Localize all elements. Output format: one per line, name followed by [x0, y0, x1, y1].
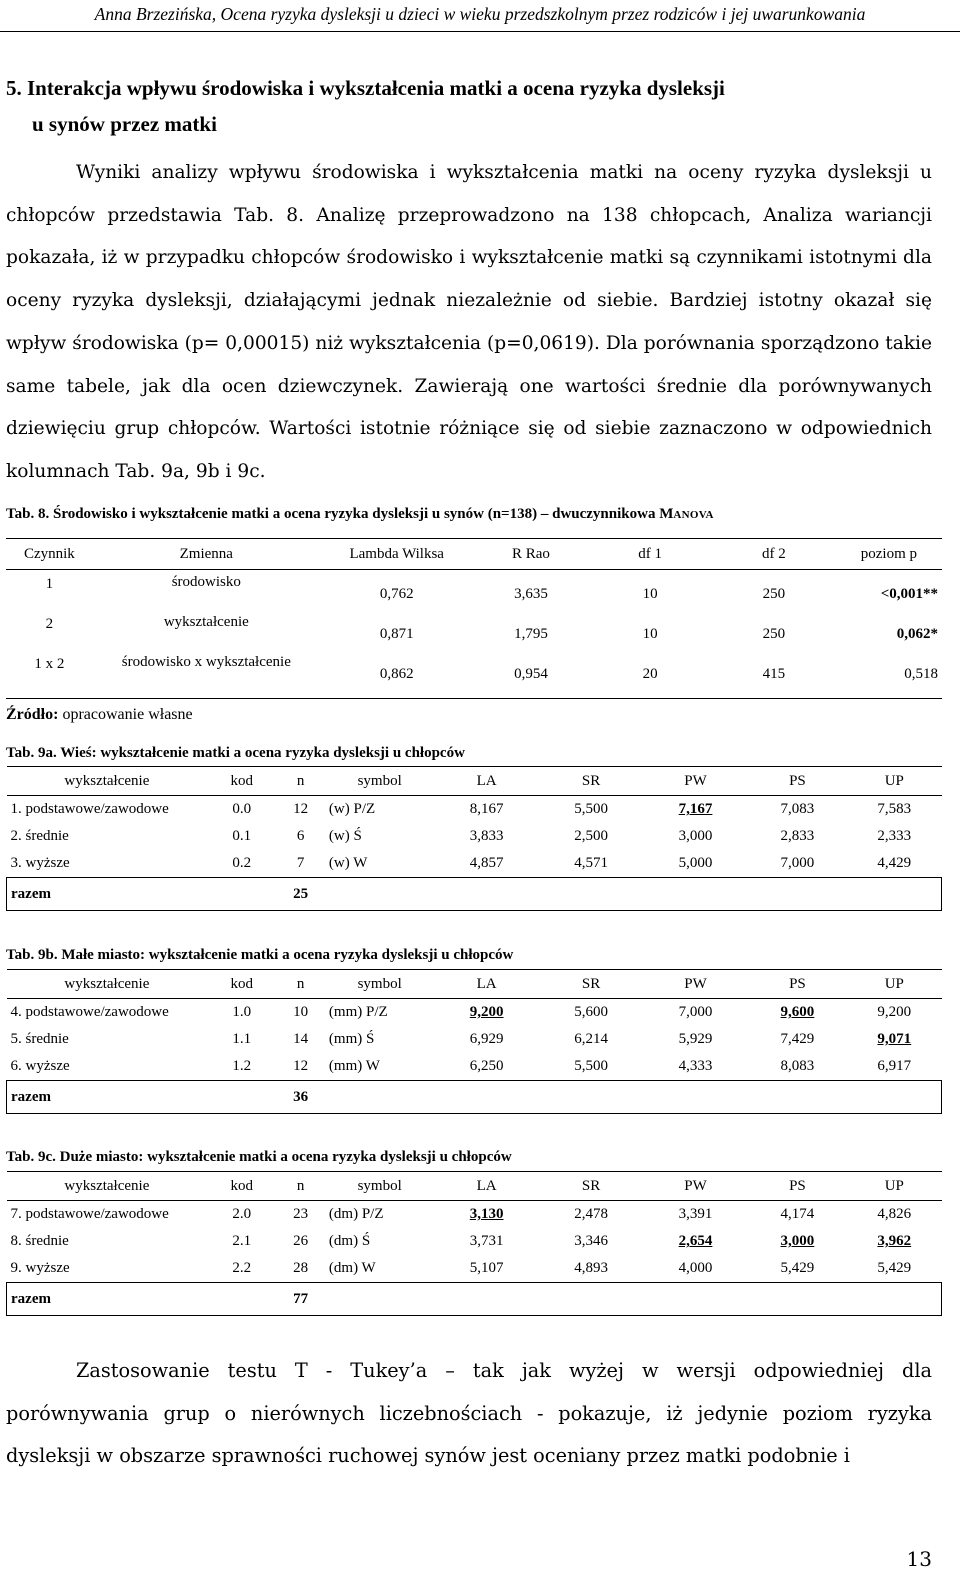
manova-header-cell: df 2	[712, 539, 836, 570]
tab9b-cell: 6,929	[469, 1031, 504, 1047]
tab9a-cell: 0.0	[232, 801, 252, 817]
tab9a-cell: 3,833	[469, 828, 504, 844]
manova-header-cell: poziom p	[836, 539, 942, 570]
tab9b-sum-label: razem	[7, 1081, 208, 1114]
tab9b-header-cell: n	[276, 970, 325, 999]
manova-header-row	[6, 539, 942, 570]
manova-row	[6, 570, 942, 610]
tab9a-cell: 7	[296, 855, 305, 871]
tab9a-table	[6, 766, 942, 911]
tab9b-header-cell: LA	[434, 970, 538, 999]
tab9c-cell: 2.0	[232, 1206, 252, 1222]
tab9b-header-row	[7, 970, 942, 999]
tab9b-cell: 7,000	[678, 1004, 713, 1020]
tab9c-row	[7, 1201, 942, 1229]
tab9a-row	[7, 796, 942, 824]
tab9b-cell: 6,250	[469, 1058, 504, 1074]
manova-cell: 0,062*	[896, 625, 938, 642]
tab9a-cell: 2. średnie	[10, 828, 69, 844]
tab9c-cell: (dm) Ś	[328, 1233, 371, 1249]
tab9a-caption: Tab. 9a. Wieś: wykształcenie matki a ocena ryzyka dysleksji u chłopców	[6, 745, 465, 761]
tab9a-cell: 3. wyższe	[10, 855, 70, 871]
body-paragraph	[6, 152, 932, 494]
tab9b-cell: 6. wyższe	[10, 1058, 70, 1074]
tab9c-header-cell: wykształcenie	[7, 1172, 208, 1201]
tab9b-header-cell: symbol	[325, 970, 435, 999]
tab9b-cell: 5,929	[678, 1031, 713, 1047]
tab9b-header-cell: PS	[748, 970, 847, 999]
manova-cell: 0,954	[474, 650, 589, 699]
tab9a-cell: (w) W	[328, 855, 368, 871]
tab9b-row	[7, 999, 942, 1027]
tab9c-cell: 7. podstawowe/zawodowe	[10, 1206, 169, 1222]
tab9c-cell: 4,826	[877, 1206, 912, 1222]
tab9c-cell: 3,346	[574, 1233, 608, 1249]
manova-cell: wykształcenie	[163, 613, 249, 630]
tab9c-cell: 2.2	[232, 1260, 252, 1276]
tab9c-sum-n: 77	[276, 1283, 325, 1316]
section-title	[6, 70, 926, 142]
tab9c-row	[7, 1255, 942, 1283]
tab9b-caption: Tab. 9b. Małe miasto: wykształcenie matki a ocena ryzyka dysleksji u chłopców	[6, 947, 514, 963]
tab8-caption-smallcaps: ANOVA	[673, 509, 714, 521]
manova-header-cell: Lambda Wilksa	[320, 539, 474, 570]
source-label: Źródło:	[6, 706, 59, 723]
tab9a-row	[7, 823, 942, 850]
tab9a-header-cell: symbol	[325, 767, 435, 796]
manova-cell: 0,762	[379, 586, 414, 602]
manova-row	[6, 650, 942, 699]
tab9b-cell: 6,917	[877, 1058, 912, 1074]
tab9a-cell: 2,500	[574, 828, 608, 844]
body-paragraph-text: Wyniki analizy wpływu środowiska i wykształcenia matki na oceny ryzyka dysleksji u chłopców przedstawia Tab. 8. Analizę przeprowadzono na 138 chłopcach, Analiza wariancji pokazała, iż w przypadku chłopców środowisko i wykształcenie matki są czynnikami istotnymi dla oceny ryzyka dysleksji, działającymi jednak niezależnie od siebie. Bardziej istotny okazał się wpływ środowiska (p= 0,00015) niż wykształcenia (p=0,0619). Dla porównania sporządzono takie same tabele, jak dla ocen dziewczynek. Zawierają one wartości średnie dla porównywanych dziewięciu grup chłopców. Wartości istotnie różniące się od siebie zaznaczono w odpowiednich kolumnach Tab. 9a, 9b i 9c.	[6, 162, 932, 482]
tab9b-cell: 10	[293, 1004, 309, 1020]
tab9c-cell: 3,731	[469, 1233, 504, 1249]
tab9a-cell: (w) P/Z	[328, 801, 376, 817]
tab9a-cell: 3,000	[678, 828, 713, 844]
tab9c-cell-significant: 2,654	[678, 1233, 713, 1249]
manova-cell: 250	[762, 586, 786, 602]
tab9b-cell: 6,214	[574, 1031, 608, 1047]
tab9c-cell: 2.1	[232, 1233, 252, 1249]
tab9b-cell: 4. podstawowe/zawodowe	[10, 1004, 169, 1020]
tab9a-header-cell: kod	[207, 767, 276, 796]
tab9a-cell: 8,167	[469, 801, 504, 817]
tab9c-cell: 3,391	[678, 1206, 713, 1222]
tab9a-cell: 7,000	[780, 855, 815, 871]
tab9a-header-cell: LA	[434, 767, 538, 796]
tab9a-cell: (w) Ś	[328, 828, 362, 844]
tab9b-cell: 4,333	[678, 1058, 713, 1074]
page-number: 13	[906, 1547, 932, 1571]
manova-header-cell: R Rao	[474, 539, 589, 570]
tab9c-header-cell: kod	[207, 1172, 276, 1201]
tab9b-header-cell: PW	[643, 970, 747, 999]
tab9c-header-cell: n	[276, 1172, 325, 1201]
tab9b-cell: 12	[293, 1058, 309, 1074]
tab9c-cell: 28	[293, 1260, 309, 1276]
tab9a-cell: 1. podstawowe/zawodowe	[10, 801, 169, 817]
tab9c-row	[7, 1228, 942, 1255]
tab9a-cell: 4,429	[877, 855, 912, 871]
tab9b-cell: 7,429	[780, 1031, 815, 1047]
tab9b-cell: (mm) P/Z	[328, 1004, 388, 1020]
manova-cell: 10	[642, 625, 658, 642]
tab9b-cell-significant: 9,200	[469, 1004, 504, 1020]
tab9b-sum-n: 36	[276, 1081, 325, 1114]
manova-header-cell: Czynnik	[6, 539, 93, 570]
manova-cell: środowisko	[171, 574, 241, 590]
tab9c-cell: (dm) W	[328, 1260, 376, 1276]
manova-cell: 10	[642, 586, 658, 602]
tab9b-cell: 14	[293, 1031, 309, 1047]
tab9c-caption: Tab. 9c. Duże miasto: wykształcenie matki a ocena ryzyka dysleksji u chłopców	[6, 1149, 512, 1165]
section-title-line-2: u synów przez matki	[32, 112, 217, 136]
manova-cell: 250	[762, 625, 786, 642]
tab9c-header-cell: LA	[434, 1172, 538, 1201]
tab9c-header-cell: UP	[847, 1172, 941, 1201]
tab8-caption	[6, 506, 714, 523]
running-header: Anna Brzezińska, Ocena ryzyka dysleksji u dzieci w wieku przedszkolnym przez rodziców i jej uwarunkowania	[0, 0, 960, 32]
tab9c-cell: 2,478	[574, 1206, 608, 1222]
manova-cell: 1	[45, 576, 54, 592]
tab9a-cell-significant: 7,167	[678, 801, 713, 817]
tab9c-cell: 23	[293, 1206, 309, 1222]
manova-cell: 2	[45, 615, 54, 632]
tab9a-header-cell: wykształcenie	[7, 767, 208, 796]
tab8-caption-text: Tab. 8. Środowisko i wykształcenie matki a ocena ryzyka dysleksji u synów (n=138) – dwuczynnikowa M	[6, 506, 674, 522]
tab9a-sum-row	[7, 878, 942, 911]
source-text: opracowanie własne	[58, 706, 193, 723]
tab9b-cell: 1.0	[232, 1004, 252, 1020]
tab9a-sum-n: 25	[276, 878, 325, 911]
tab9a-cell: 2,333	[877, 828, 912, 844]
tab9c-header-cell: symbol	[325, 1172, 435, 1201]
manova-cell: 415	[712, 650, 836, 699]
manova-table	[6, 538, 942, 699]
closing-paragraph-text: Zastosowanie testu T - Tukey’a – tak jak wyżej w wersji odpowiedniej dla porównywania grup o nierównych liczebnościach - pokazuje, iż jedynie poziom ryzyka dysleksji w obszarze sprawności ruchowej synów jest oceniany przez matki podobnie i	[6, 1359, 932, 1467]
manova-cell: 1 x 2	[6, 650, 93, 699]
tab9a-cell: 4,857	[469, 855, 504, 871]
tab9a-cell: 6	[296, 828, 305, 844]
tab9b-cell: 5. średnie	[10, 1031, 69, 1047]
tab9c-cell: 8. średnie	[10, 1233, 69, 1249]
tab9b-cell-significant: 9,600	[780, 1004, 815, 1020]
tab9b-cell: 9,200	[877, 1004, 912, 1020]
tab9b-header-cell: wykształcenie	[7, 970, 208, 999]
manova-cell: 20	[588, 650, 712, 699]
closing-paragraph	[6, 1350, 932, 1478]
tab9c-header-cell: PW	[643, 1172, 747, 1201]
tab9a-header-cell: PS	[748, 767, 847, 796]
tab9c-header-cell: SR	[539, 1172, 643, 1201]
tab9b-header-cell: kod	[207, 970, 276, 999]
tab9a-cell: 7,083	[780, 801, 815, 817]
tab9a-cell: 0.2	[232, 855, 252, 871]
tab9b-cell: 5,500	[574, 1058, 608, 1074]
tab9b-row	[7, 1026, 942, 1053]
tab9c-cell: 5,107	[469, 1260, 504, 1276]
manova-header-cell: df 1	[588, 539, 712, 570]
manova-cell: środowisko x wykształcenie	[93, 650, 320, 699]
manova-cell: 3,635	[514, 586, 548, 602]
tab9c-cell: 4,174	[780, 1206, 815, 1222]
tab9b-cell: (mm) W	[328, 1058, 380, 1074]
tab9b-table	[6, 969, 942, 1114]
tab9c-cell-significant: 3,962	[877, 1233, 912, 1249]
tab9b-row	[7, 1053, 942, 1081]
manova-cell: 0,862	[320, 650, 474, 699]
manova-cell: 0,871	[379, 625, 414, 642]
tab9b-cell: 8,083	[780, 1058, 815, 1074]
tab9c-cell: 5,429	[877, 1260, 912, 1276]
section-title-line-1: 5. Interakcja wpływu środowiska i wykształcenia matki a ocena ryzyka dysleksji	[6, 76, 725, 100]
manova-cell: 1,795	[514, 625, 548, 642]
manova-cell: 0,518	[836, 650, 942, 699]
tab9b-header-cell: SR	[539, 970, 643, 999]
tab9c-cell: (dm) P/Z	[328, 1206, 384, 1222]
tab9b-cell: (mm) Ś	[328, 1031, 375, 1047]
tab9a-header-cell: PW	[643, 767, 747, 796]
tab9a-header-cell: UP	[847, 767, 941, 796]
tab9c-cell: 26	[293, 1233, 309, 1249]
manova-cell: <0,001**	[880, 586, 938, 602]
tab9a-cell: 7,583	[877, 801, 912, 817]
tab9c-cell: 9. wyższe	[10, 1260, 70, 1276]
tab9c-table	[6, 1171, 942, 1316]
tab9c-cell-significant: 3,000	[780, 1233, 815, 1249]
tab9b-header-cell: UP	[847, 970, 941, 999]
tab9a-cell: 12	[293, 801, 309, 817]
tab9c-sum-row	[7, 1283, 942, 1316]
source-note	[6, 706, 193, 724]
tab9a-cell: 0.1	[232, 828, 252, 844]
tab9c-cell-significant: 3,130	[469, 1206, 504, 1222]
tab9c-cell: 4,000	[678, 1260, 713, 1276]
tab9a-cell: 2,833	[780, 828, 815, 844]
tab9b-cell: 1.1	[232, 1031, 252, 1047]
tab9c-cell: 5,429	[780, 1260, 815, 1276]
tab9a-header-cell: n	[276, 767, 325, 796]
tab9b-sum-row	[7, 1081, 942, 1114]
tab9a-row	[7, 850, 942, 878]
tab9a-cell: 4,571	[574, 855, 608, 871]
tab9a-header-cell: SR	[539, 767, 643, 796]
tab9c-sum-label: razem	[7, 1283, 208, 1316]
tab9b-cell: 1.2	[232, 1058, 252, 1074]
tab9c-header-cell: PS	[748, 1172, 847, 1201]
tab9a-cell: 5,500	[574, 801, 608, 817]
tab9c-header-row	[7, 1172, 942, 1201]
manova-row	[6, 610, 942, 650]
tab9b-cell: 5,600	[574, 1004, 608, 1020]
manova-header-cell: Zmienna	[93, 539, 320, 570]
tab9b-cell-significant: 9,071	[877, 1031, 912, 1047]
tab9c-cell: 4,893	[574, 1260, 608, 1276]
tab9a-sum-label: razem	[7, 878, 208, 911]
tab9a-cell: 5,000	[678, 855, 713, 871]
tab9a-header-row	[7, 767, 942, 796]
